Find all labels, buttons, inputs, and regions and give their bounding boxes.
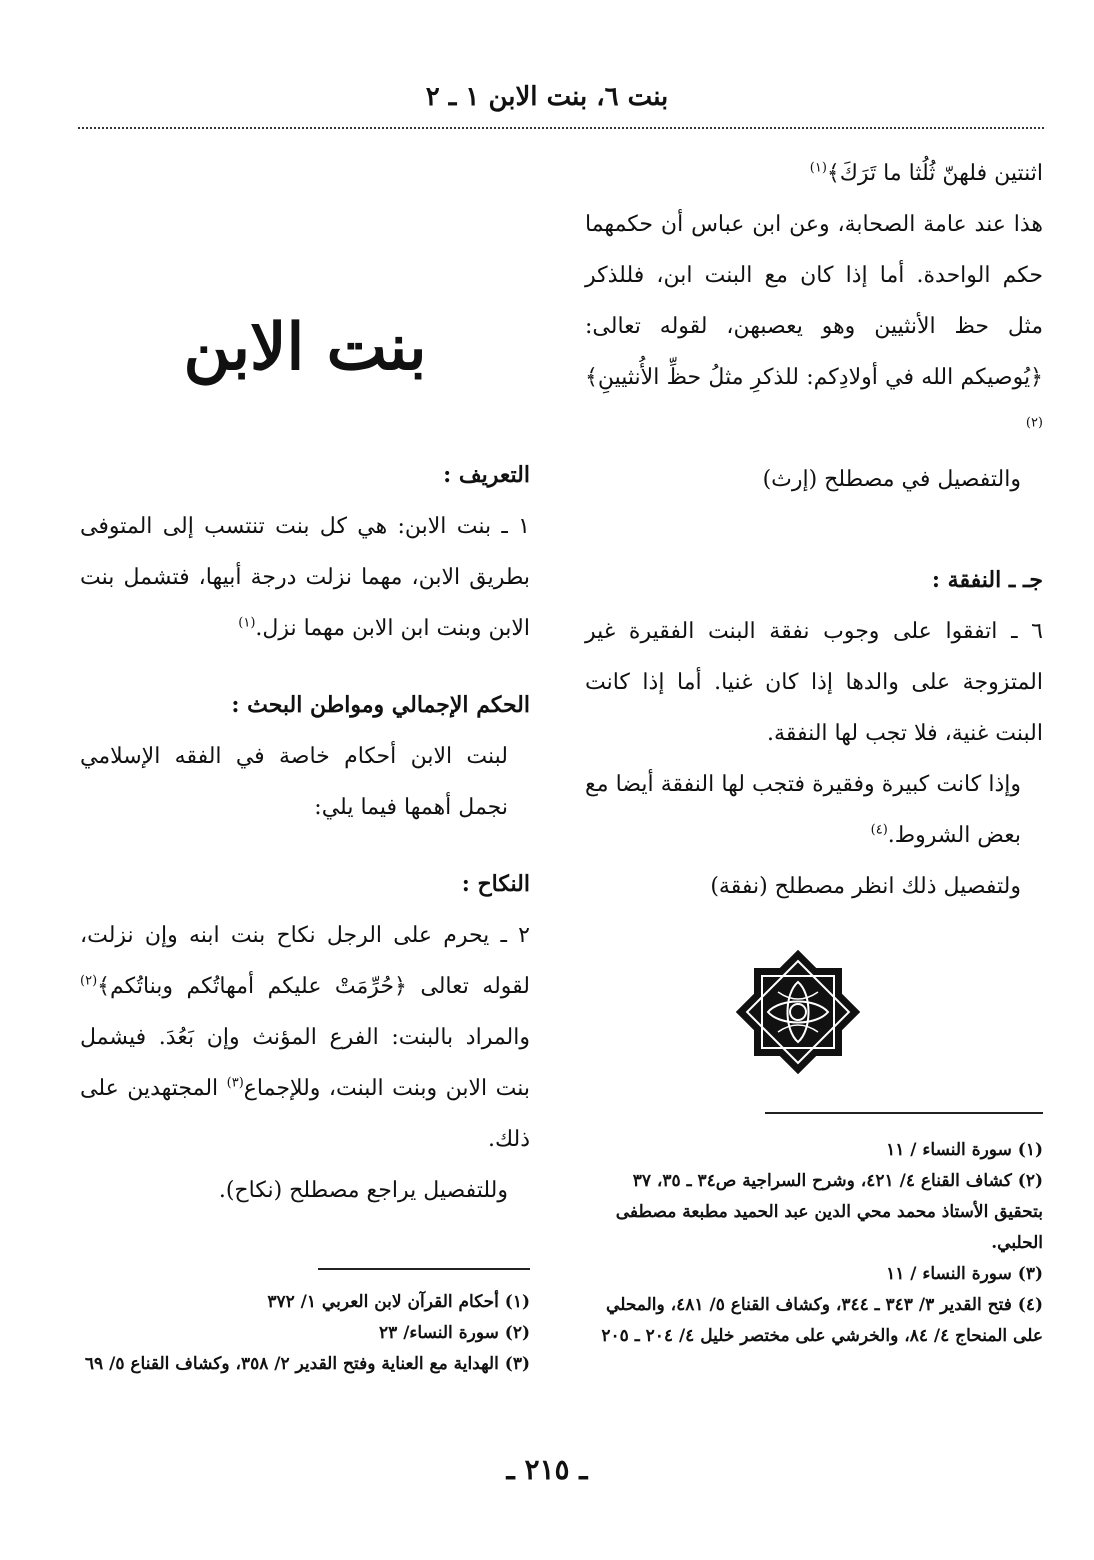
footnote-divider-right — [765, 1112, 1043, 1114]
footnote-mark: (٢) — [1025, 415, 1043, 431]
definition-paragraph: ١ ـ بنت الابن: هي كل بنت تنتسب إلى المتوفى بطريق الابن، مهما نزلت درجة أبيها، فتشمل بنت الابن وبنت ابن الابن مهما نزل.$^{(١)}$ — [80, 514, 530, 641]
see-also-nikah: وللتفصيل يراجع مصطلح (نكاح). — [218, 1178, 508, 1203]
article-title: بنت الابن — [183, 310, 427, 385]
footnote-divider-left — [318, 1268, 530, 1270]
header-divider — [78, 127, 1044, 129]
nafaqa-paragraph-1: ٦ ـ اتفقوا على وجوب نفقة البنت الفقيرة غير المتزوجة على والدها إذا كان غنيا. أما إذا كانت البنت غنية، فلا تجب لها النفقة. — [585, 619, 1043, 746]
footnote-mark: (١) — [238, 615, 256, 631]
section-heading-marriage: النكاح : — [461, 871, 530, 897]
ruling-paragraph: لبنت الابن أحكام خاصة في الفقه الإسلامي نجمل أهمها فيما يلي: — [80, 744, 508, 820]
right-column — [585, 148, 1043, 912]
footnote-item: (٢) كشاف القناع ٤/ ٤٢١، وشرح السراجية ص٣٤ ـ ٣٥، ٣٧ بتحقيق الأستاذ محمد محي الدين عبد الحميد مطبعة مصطفى الحلبي. — [615, 1171, 1043, 1253]
see-also-nafaqa: ولتفصيل ذلك انظر مصطلح (نفقة) — [710, 874, 1021, 899]
nafaqa-paragraph-2: وإذا كانت كبيرة وفقيرة فتجب لها النفقة أيضا مع بعض الشروط.$^{(٤)}$ — [585, 772, 1021, 848]
footnote-item: (٤) فتح القدير ٣/ ٣٤٣ ـ ٣٤٤، وكشاف القناع ٥/ ٤٨١، والمحلي على المنحاج ٤/ ٨٤، والخرشي على مختصر خليل ٤/ ٢٠٤ ـ ٢٠٥ — [601, 1295, 1043, 1346]
footnote-mark: (٤) — [870, 822, 888, 838]
footnote-mark: (٣) — [226, 1075, 244, 1091]
footnote-item: (٢) سورة النساء/ ٢٣ — [379, 1323, 530, 1343]
footnote-mark: (١) — [809, 160, 827, 176]
quran-verse-line: اثنتين فلهنّ ثُلُثا ما تَرَكَ﴾$^{(١)}$ — [809, 160, 1043, 186]
section-heading-ruling: الحكم الإجمالي ومواطن البحث : — [231, 692, 530, 718]
footnotes-left — [80, 1287, 530, 1380]
marriage-paragraph: ٢ ـ يحرم على الرجل نكاح بنت ابنه وإن نزلت، لقوله تعالى ﴿حُرِّمَتْ عليكم أمهاتُكم وبناتُكم﴾$^{(٢)}$ والمراد بالبنت: الفرع المؤنث وإن بَعُدَ. فيشمل بنت الابن وبنت البنت، وللإجماع$^{(٣)}$ المجتهدين على ذلك. — [80, 923, 530, 1152]
footnote-item: (١) سورة النساء / ١١ — [886, 1140, 1043, 1160]
footnotes-right — [585, 1135, 1043, 1352]
inheritance-paragraph: هذا عند عامة الصحابة، وعن ابن عباس أن حكمهما حكم الواحدة. أما إذا كان مع البنت ابن، فللذكر مثل حظ الأنثيين وهو يعصبهن، لقوله تعالى: ﴿يُوصيكم الله في أولادِكم: للذكرِ مثلُ حظِّ الأُنثيينِ﴾$^{(٢)}$ — [585, 212, 1043, 431]
footnote-item: (٣) سورة النساء / ١١ — [886, 1264, 1043, 1284]
section-heading-nafaqa: جـ ـ النفقة : — [931, 567, 1043, 593]
section-heading-definition: التعريف : — [443, 462, 530, 488]
left-column — [80, 450, 530, 1216]
footnote-mark: (٢) — [80, 973, 98, 989]
see-also-irth: والتفصيل في مصطلح (إرث) — [762, 467, 1021, 492]
footnote-item: (١) أحكام القرآن لابن العربي ١/ ٣٧٢ — [267, 1292, 530, 1312]
footnote-item: (٣) الهداية مع العناية وفتح القدير ٢/ ٣٥٨، وكشاف القناع ٥/ ٦٩ — [84, 1354, 530, 1374]
page-number: ـ ٢١٥ ـ — [506, 1453, 588, 1486]
star-ornament-icon — [736, 950, 860, 1074]
running-header: بنت ٦، بنت الابن ١ ـ ٢ — [425, 82, 669, 112]
